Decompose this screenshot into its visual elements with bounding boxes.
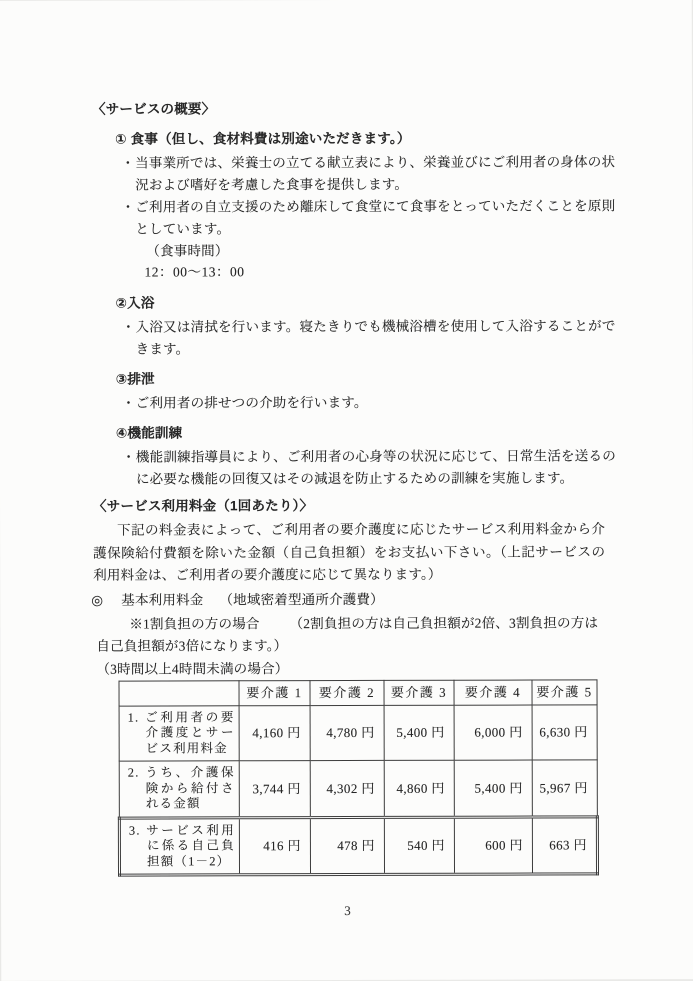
row-label: 1. ご利用者の要介護度とサービス利用料金: [119, 705, 239, 761]
fee-cell: 663 円: [532, 816, 597, 874]
service-item-training: [0, 420, 693, 491]
bullet-item: [121, 195, 615, 240]
fee-cell: 4,302 円: [310, 760, 384, 817]
fee-cell: 6,630 円: [532, 704, 597, 760]
column-header-care-level-3: 要介護 3: [384, 680, 454, 705]
fee-table-corner-cell: [119, 680, 239, 705]
bullet-item: [122, 391, 616, 414]
fee-cell: 5,400 円: [384, 705, 454, 761]
fee-cell: 6,000 円: [454, 705, 532, 761]
bullet-item: [121, 151, 615, 196]
bullet-marker-icon: ・: [121, 197, 135, 219]
fee-cell: 5,400 円: [454, 760, 532, 817]
bullet-list: [122, 391, 616, 414]
fee-table: [117, 679, 599, 877]
fee-cell: 478 円: [310, 817, 384, 875]
bullet-item: [122, 315, 616, 360]
copay-note-detail: （2割負担の方は自己負担額が2倍、3割負担の方は自己負担額が3倍になります。）: [96, 615, 598, 654]
service-item-title-bathing: ②入浴: [115, 290, 692, 315]
service-item-bathing: [0, 290, 693, 361]
service-fee-heading: 〈サービス利用料金（1回あたり）〉: [93, 493, 693, 518]
basic-fee-line: [91, 587, 693, 612]
bullet-text: 入浴又は清拭を行います。寝たきりでも機械浴槽を使用して入浴することができます。: [136, 318, 616, 356]
meal-time-label: （食事時間）: [146, 239, 692, 261]
bullet-list: [121, 151, 615, 240]
fee-cell: 4,860 円: [384, 760, 454, 817]
bullet-item: [122, 445, 616, 490]
table-row-self-pay: [119, 816, 597, 875]
service-item-title-meal: ① 食事（但し、食材料費は別途いただきます。）: [115, 126, 692, 151]
table-row-service-fee: [119, 704, 597, 761]
copay-note-case: ※1割負担の方の場合: [129, 616, 259, 631]
bullet-list: [122, 315, 616, 360]
bullet-marker-icon: ・: [121, 153, 135, 175]
bullet-text: ご利用者の自立支援のため離床して食堂にて食事をとっていただくことを原則としています。: [135, 198, 615, 236]
service-item-title-excretion: ③排泄: [116, 366, 693, 391]
meal-time-value: 12：00～13：00: [144, 260, 692, 282]
bullet-text: ご利用者の排せつの介助を行います。: [136, 395, 368, 411]
fee-cell: 4,160 円: [239, 705, 310, 761]
fee-table-caption: （3時間以上4時間未満の場合）: [96, 658, 693, 680]
fee-intro-paragraph: 下記の料金表によって、ご利用者の要介護度に応じたサービス利用料金から介護保険給付費額を除いた金額（自己負担額）をお支払い下さい。（上記サービスの利用料金は、ご利用者の要介護度に応じて異なります。）: [93, 518, 605, 587]
service-overview-heading: 〈サービスの概要〉: [92, 96, 692, 121]
bullet-marker-icon: ・: [122, 447, 136, 469]
service-item-meal: [0, 126, 692, 283]
column-header-care-level-4: 要介護 4: [454, 680, 532, 705]
table-row-insurance-covered: [119, 760, 597, 818]
bullet-text: 機能訓練指導員により、ご利用者の心身等の状況に応じて、日常生活を送るのに必要な機能の回復又はその減退を防止するための訓練を実施します。: [136, 448, 616, 486]
column-header-care-level-5: 要介護 5: [532, 679, 597, 704]
basic-fee-label: 基本利用料金: [121, 592, 203, 607]
column-header-care-level-1: 要介護 1: [239, 680, 310, 705]
page-number: 3: [1, 898, 693, 923]
fee-cell: 600 円: [454, 817, 532, 875]
copay-note: [96, 612, 604, 658]
fee-cell: 4,780 円: [310, 705, 384, 761]
double-circle-marker: ◎: [91, 592, 103, 607]
bullet-text: 当事業所では、栄養士の立てる献立表により、栄養並びにご利用者の身体の状況および嗜好を考慮した食事を提供します。: [135, 154, 615, 192]
fee-cell: 5,967 円: [532, 760, 597, 817]
fee-cell: 540 円: [384, 817, 454, 875]
fee-table-header-row: [119, 679, 597, 705]
column-header-care-level-2: 要介護 2: [310, 680, 384, 705]
basic-fee-category: （地域密着型通所介護費）: [219, 591, 383, 606]
service-item-excretion: [0, 366, 693, 415]
row-label: 3. サービス利用に係る自己負担額（1－2）: [119, 817, 239, 875]
bullet-list: [122, 445, 616, 490]
service-item-title-training: ④機能訓練: [116, 420, 693, 445]
fee-cell: 3,744 円: [239, 761, 310, 818]
row-label: 2. うち、介護保険から給付される金額: [119, 761, 239, 818]
bullet-marker-icon: ・: [122, 317, 136, 339]
bullet-marker-icon: ・: [122, 393, 136, 415]
fee-cell: 416 円: [239, 817, 310, 875]
